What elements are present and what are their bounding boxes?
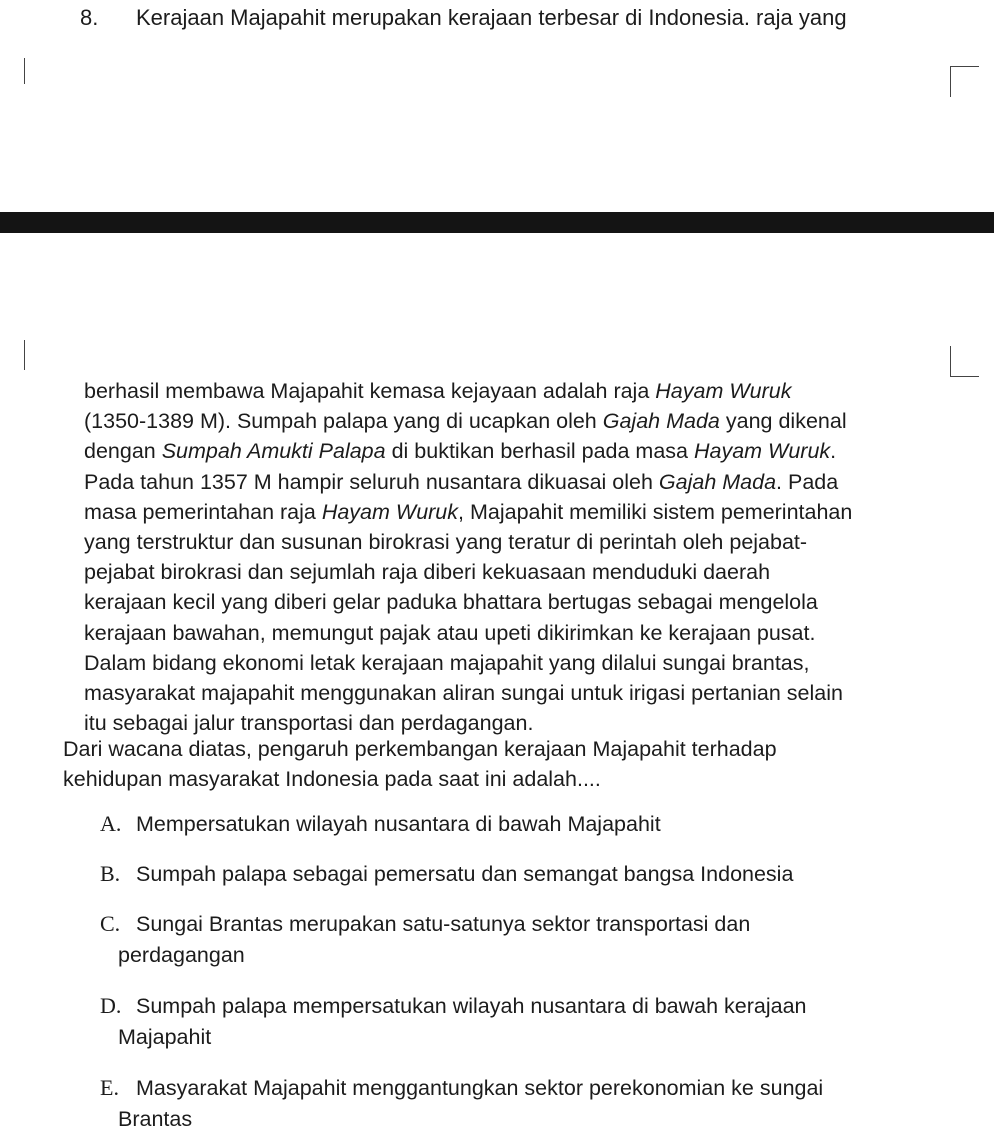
passage-line [84, 406, 964, 436]
passage-text: Dalam bidang ekonomi letak kerajaan majapahit yang dilalui sungai brantas, [84, 650, 810, 675]
option-text-continued: perdagangan [118, 943, 245, 967]
question-title: Kerajaan Majapahit merupakan kerajaan terbesar di Indonesia. raja yang [136, 5, 847, 30]
passage-line [84, 467, 964, 497]
reading-passage [84, 376, 964, 738]
passage-line [84, 557, 964, 587]
crop-corner-top-right [950, 66, 979, 97]
option-letter: B. [100, 861, 121, 886]
passage-text: (1350-1389 M). Sumpah palapa yang di ucapkan oleh [84, 409, 603, 434]
passage-text: Pada tahun 1357 M hampir seluruh nusantara dikuasai oleh [84, 469, 659, 494]
passage-text: yang terstruktur dan susunan birokrasi yang teratur di perintah oleh pejabat- [84, 529, 808, 554]
option-text: Sumpah palapa sebagai pemersatu dan semangat bangsa Indonesia [136, 862, 794, 886]
passage-text: , Majapahit memiliki sistem pemerintahan [458, 499, 853, 524]
option-text: Mempersatukan wilayah nusantara di bawah Majapahit [136, 812, 661, 836]
answer-option-a[interactable] [100, 808, 661, 840]
passage-text: masyarakat majapahit menggunakan aliran sungai untuk irigasi pertanian selain [84, 680, 843, 705]
option-letter: A. [100, 811, 122, 836]
passage-line [84, 618, 964, 648]
option-letter: E. [100, 1075, 119, 1100]
passage-text: di buktikan berhasil pada masa [385, 439, 694, 464]
passage-line [84, 436, 964, 466]
answer-option-d[interactable] [100, 990, 807, 1053]
question-prompt-line: Dari wacana diatas, pengaruh perkembangan kerajaan Majapahit terhadap [63, 737, 777, 761]
crop-corner-bottom-right [950, 346, 979, 377]
crop-corner-top-left [0, 58, 25, 84]
passage-text: pejabat birokrasi dan sejumlah raja diberi kekuasaan menduduki daerah [84, 560, 771, 585]
option-text: Sumpah palapa mempersatukan wilayah nusantara di bawah kerajaan [136, 994, 807, 1018]
answer-option-c[interactable] [100, 908, 750, 971]
passage-text: . Pada [776, 469, 839, 494]
passage-text: kerajaan bawahan, memungut pajak atau upeti dikirimkan ke kerajaan pusat. [84, 620, 816, 645]
passage-italic-term: Hayam Wuruk [321, 499, 459, 524]
passage-text: masa pemerintahan raja [84, 499, 322, 524]
passage-text: . [830, 439, 837, 464]
passage-text: dengan [84, 439, 162, 464]
option-text: Sungai Brantas merupakan satu-satunya sektor transportasi dan [136, 912, 751, 936]
passage-line [84, 497, 964, 527]
passage-text: kerajaan kecil yang diberi gelar paduka bhattara bertugas sebagai mengelola [84, 590, 818, 615]
question-number: 8. [80, 5, 99, 30]
passage-italic-term: Gajah Mada [602, 409, 720, 434]
passage-line [84, 376, 964, 406]
passage-text: itu sebagai jalur transportasi dan perdagangan. [84, 711, 534, 736]
crop-corner-bottom-left [0, 340, 25, 370]
passage-line [84, 587, 964, 617]
option-letter: D. [100, 993, 122, 1018]
passage-italic-term: Hayam Wuruk [655, 379, 792, 403]
option-text-continued: Majapahit [118, 1025, 212, 1049]
answer-option-e[interactable] [100, 1072, 823, 1135]
passage-line [84, 678, 964, 708]
passage-italic-term: Hayam Wuruk [693, 439, 831, 464]
passage-text: yang dikenal [719, 409, 847, 434]
passage-italic-term: Gajah Mada [658, 469, 777, 494]
passage-line [84, 527, 964, 557]
passage-italic-term: Sumpah Amukti Palapa [161, 439, 386, 464]
option-letter: C. [100, 911, 121, 936]
option-text: Masyarakat Majapahit menggantungkan sektor perekonomian ke sungai [136, 1076, 824, 1100]
passage-text: berhasil membawa Majapahit kemasa kejayaan adalah raja [84, 379, 656, 403]
passage-line [84, 648, 964, 678]
option-text-continued: Brantas [118, 1107, 193, 1131]
page-divider [0, 212, 994, 233]
question-prompt [63, 734, 963, 794]
question-prompt-line: kehidupan masyarakat Indonesia pada saat ini adalah.... [63, 767, 601, 791]
answer-option-b[interactable] [100, 858, 793, 890]
